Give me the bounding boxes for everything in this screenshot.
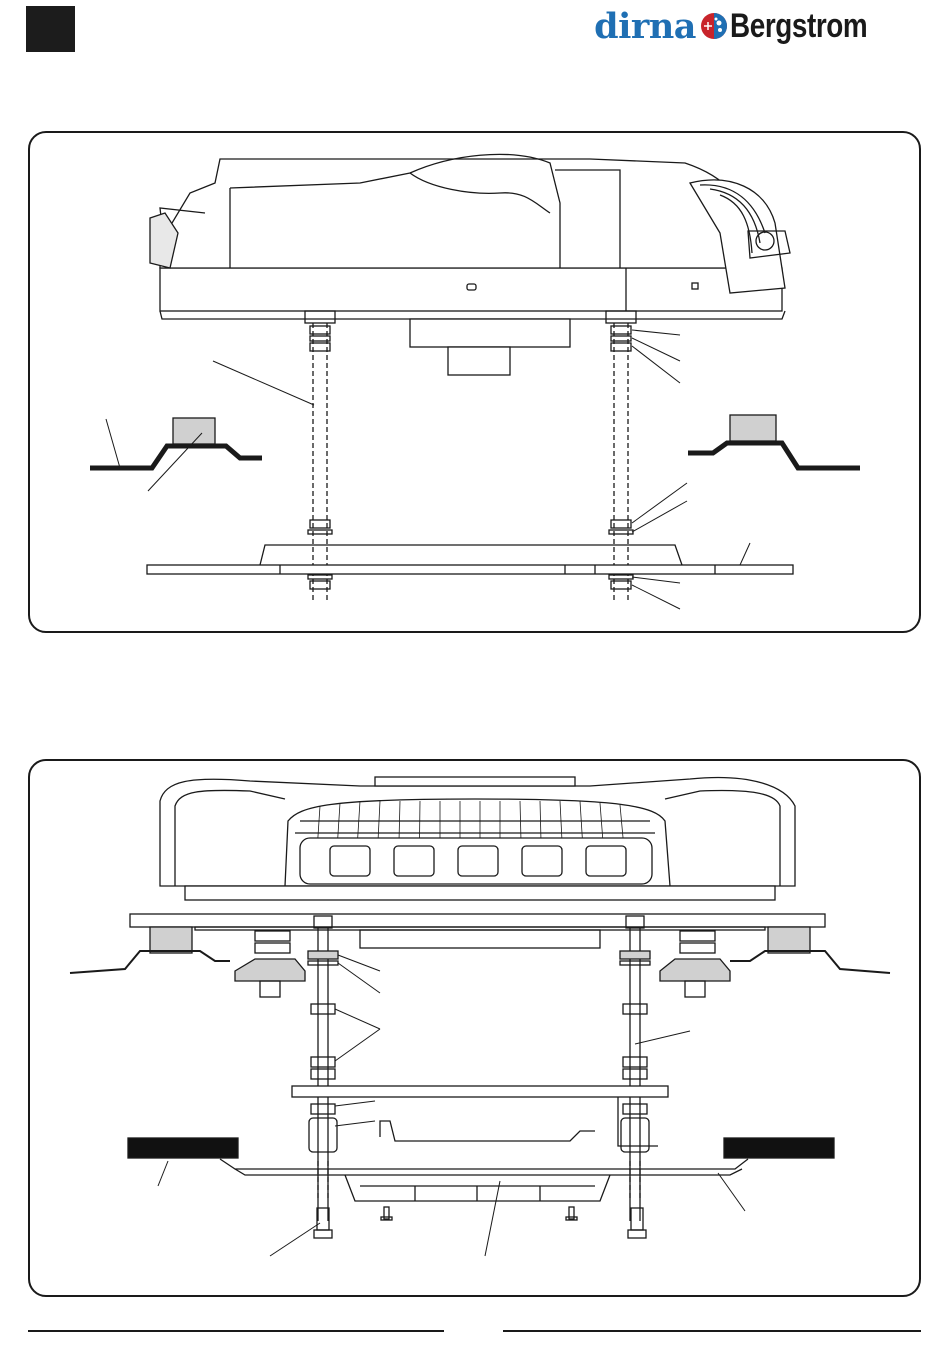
roof-panel: [128, 1138, 834, 1175]
interior-trim: [345, 1121, 610, 1201]
callout-leaders-front: [158, 955, 745, 1256]
logo-text-bergstrom: Bergstrom: [730, 6, 868, 45]
footer-rule-right: [503, 1330, 921, 1332]
logo-text-dirna: dirna: [594, 5, 696, 47]
small-screw-left: [381, 1207, 392, 1220]
mounting-stud-left: [305, 311, 335, 603]
spacer-bar: [292, 1086, 668, 1097]
footer-rule-left: [28, 1330, 444, 1332]
unit-body-front: [130, 777, 825, 948]
dirna-bergstrom-logo: [594, 6, 920, 46]
globe-logo-icon: [700, 12, 728, 40]
unit-body-side: [150, 154, 790, 319]
drain-housing: [410, 319, 570, 375]
screw-right: [628, 1208, 646, 1238]
roof-profile-right: [688, 415, 860, 468]
figure-side-view: [28, 131, 921, 633]
side-mount-left: [70, 927, 305, 997]
mounting-stud-right: [606, 311, 636, 603]
inner-mounting-plate: [147, 545, 793, 574]
screw-left: [314, 1208, 332, 1238]
small-screw-right: [566, 1207, 577, 1220]
figure-front-view: [28, 759, 921, 1297]
page-corner-marker: [26, 6, 75, 52]
side-mount-right: [660, 927, 890, 997]
